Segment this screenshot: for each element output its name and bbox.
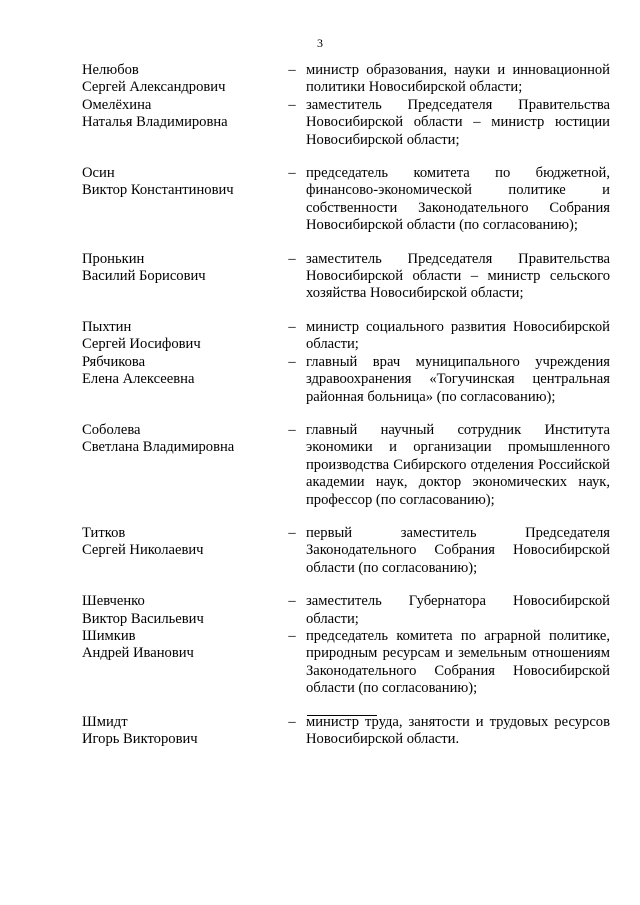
member-given-names: Сергей Александрович — [82, 79, 226, 96]
dash-separator: – — [288, 353, 296, 370]
member-given-names: Елена Алексеевна — [82, 371, 195, 388]
list-item — [82, 165, 610, 235]
member-given-names: Сергей Николаевич — [82, 542, 204, 559]
member-name — [82, 628, 280, 663]
list-item — [82, 714, 610, 749]
dash-separator: – — [288, 62, 296, 78]
member-name — [82, 251, 280, 286]
member-given-names: Игорь Викторович — [82, 731, 198, 747]
member-surname: Соболева — [82, 421, 141, 438]
member-name — [82, 165, 280, 200]
member-list — [82, 62, 610, 748]
page-number: 3 — [317, 36, 323, 50]
member-role: первый заместитель Председателя Законодательного Собрания Новосибирской области (по согласованию); — [306, 524, 610, 576]
member-given-names: Наталья Владимировна — [82, 114, 228, 131]
member-name — [82, 422, 280, 457]
member-name — [82, 714, 280, 749]
member-name — [82, 62, 280, 97]
dash-separator: – — [288, 250, 296, 267]
member-role: главный врач муниципального учреждения здравоохранения «Тогучинская центральная районная больница» (по согласованию); — [306, 353, 610, 405]
list-item — [82, 97, 610, 149]
member-name — [82, 593, 280, 628]
dash-separator: – — [288, 524, 296, 541]
member-surname: Шевченко — [82, 593, 145, 610]
dash-separator: – — [288, 96, 296, 113]
member-role: министр социального развития Новосибирской области; — [306, 318, 610, 353]
list-item — [82, 62, 610, 97]
member-name — [82, 319, 280, 354]
member-surname: Омелёхина — [82, 96, 152, 113]
member-role: министр труда, занятости и трудовых ресурсов Новосибирской области. — [306, 713, 610, 747]
member-surname: Пронькин — [82, 250, 145, 267]
member-surname: Осин — [82, 165, 115, 182]
member-given-names: Виктор Константинович — [82, 182, 234, 199]
list-item — [82, 354, 610, 406]
member-surname: Нелюбов — [82, 62, 139, 78]
member-role: заместитель Председателя Правительства Новосибирской области – министр сельского хозяйства Новосибирской области; — [306, 250, 610, 302]
member-given-names: Андрей Иванович — [82, 645, 194, 662]
member-role: председатель комитета по бюджетной, финансово-экономической политике и собственности Законодательного Собрания Новосибирской области (по согласованию); — [306, 165, 610, 234]
member-surname: Шимкив — [82, 627, 136, 644]
dash-separator: – — [288, 627, 296, 644]
member-role: министр образования, науки и инновационной политики Новосибирской области; — [306, 62, 610, 96]
member-name — [82, 354, 280, 389]
member-given-names: Сергей Иосифович — [82, 336, 201, 353]
member-surname: Титков — [82, 524, 126, 541]
end-of-list-rule — [307, 715, 377, 716]
list-item — [82, 628, 610, 698]
member-surname: Рябчикова — [82, 353, 146, 370]
list-item — [82, 251, 610, 303]
member-given-names: Светлана Владимировна — [82, 439, 235, 456]
dash-separator: – — [288, 421, 296, 438]
member-role: заместитель Губернатора Новосибирской области; — [306, 593, 610, 627]
member-role: заместитель Председателя Правительства Новосибирской области – министр юстиции Новосибирской области; — [306, 96, 610, 148]
list-item — [82, 319, 610, 354]
member-surname: Пыхтин — [82, 318, 132, 335]
list-item — [82, 422, 610, 509]
member-surname: Шмидт — [82, 713, 128, 730]
member-name — [82, 97, 280, 132]
list-item — [82, 525, 610, 577]
dash-separator: – — [288, 165, 296, 182]
dash-separator: – — [288, 318, 296, 335]
member-given-names: Виктор Васильевич — [82, 610, 204, 627]
member-role: председатель комитета по аграрной политике, природным ресурсам и земельным отношениям Законодательного Собрания Новосибирской области (по согласованию); — [306, 627, 610, 697]
list-item — [82, 593, 610, 628]
member-name — [82, 525, 280, 560]
member-given-names: Василий Борисович — [82, 268, 206, 285]
dash-separator: – — [288, 593, 296, 610]
dash-separator: – — [288, 713, 296, 730]
member-role: главный научный сотрудник Института экономики и организации промышленного производства Сибирского отделения Российской академии наук, доктор экономических наук, профессор (по согласованию); — [306, 421, 610, 508]
